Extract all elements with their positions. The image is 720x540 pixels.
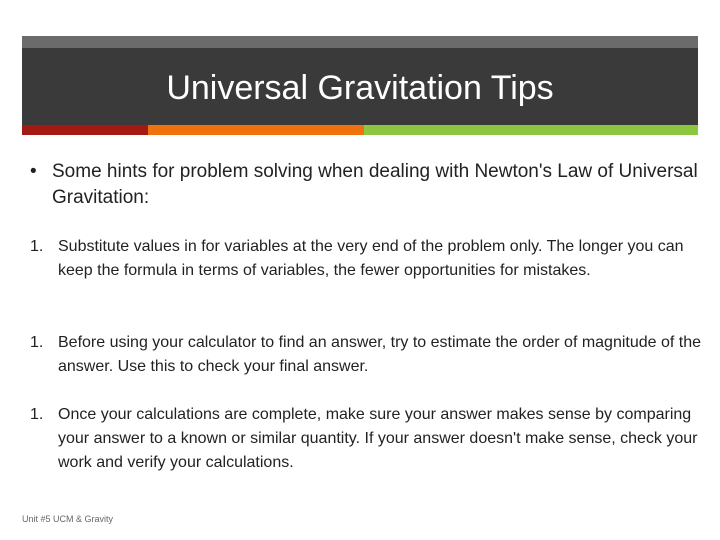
accent-segment-green: [364, 125, 698, 135]
intro-text: Some hints for problem solving when dealing with Newton's Law of Universal Gravitation:: [52, 161, 698, 208]
tip-number: 1.: [30, 238, 44, 255]
accent-strip: [22, 125, 698, 135]
tip-item-2: [30, 331, 710, 379]
footer-text: Unit #5 UCM & Gravity: [22, 514, 114, 524]
tip-item-1: [30, 235, 710, 283]
title-bar: [22, 36, 698, 125]
intro-bullet: [30, 159, 710, 211]
tip-text: Before using your calculator to find an answer, try to estimate the order of magnitude of the answer. Use this to check your final answer.: [58, 334, 702, 375]
accent-segment-red: [22, 125, 148, 135]
bullet-dot: •: [30, 161, 37, 182]
tip-text: Substitute values in for variables at the very end of the problem only. The longer you can keep the formula in terms of variables, the fewer opportunities for mistakes.: [58, 238, 684, 279]
title-bar-top-strip: [22, 36, 698, 48]
tip-number: 1.: [30, 406, 44, 423]
tip-item-3: [30, 403, 710, 475]
tip-number: 1.: [30, 334, 44, 351]
tip-text: Once your calculations are complete, make sure your answer makes sense by comparing your answer to a known or similar quantity. If your answer doesn't make sense, check your work and verify your calculations.: [58, 406, 698, 471]
accent-segment-orange: [148, 125, 364, 135]
slide-title: Universal Gravitation Tips: [166, 69, 554, 107]
